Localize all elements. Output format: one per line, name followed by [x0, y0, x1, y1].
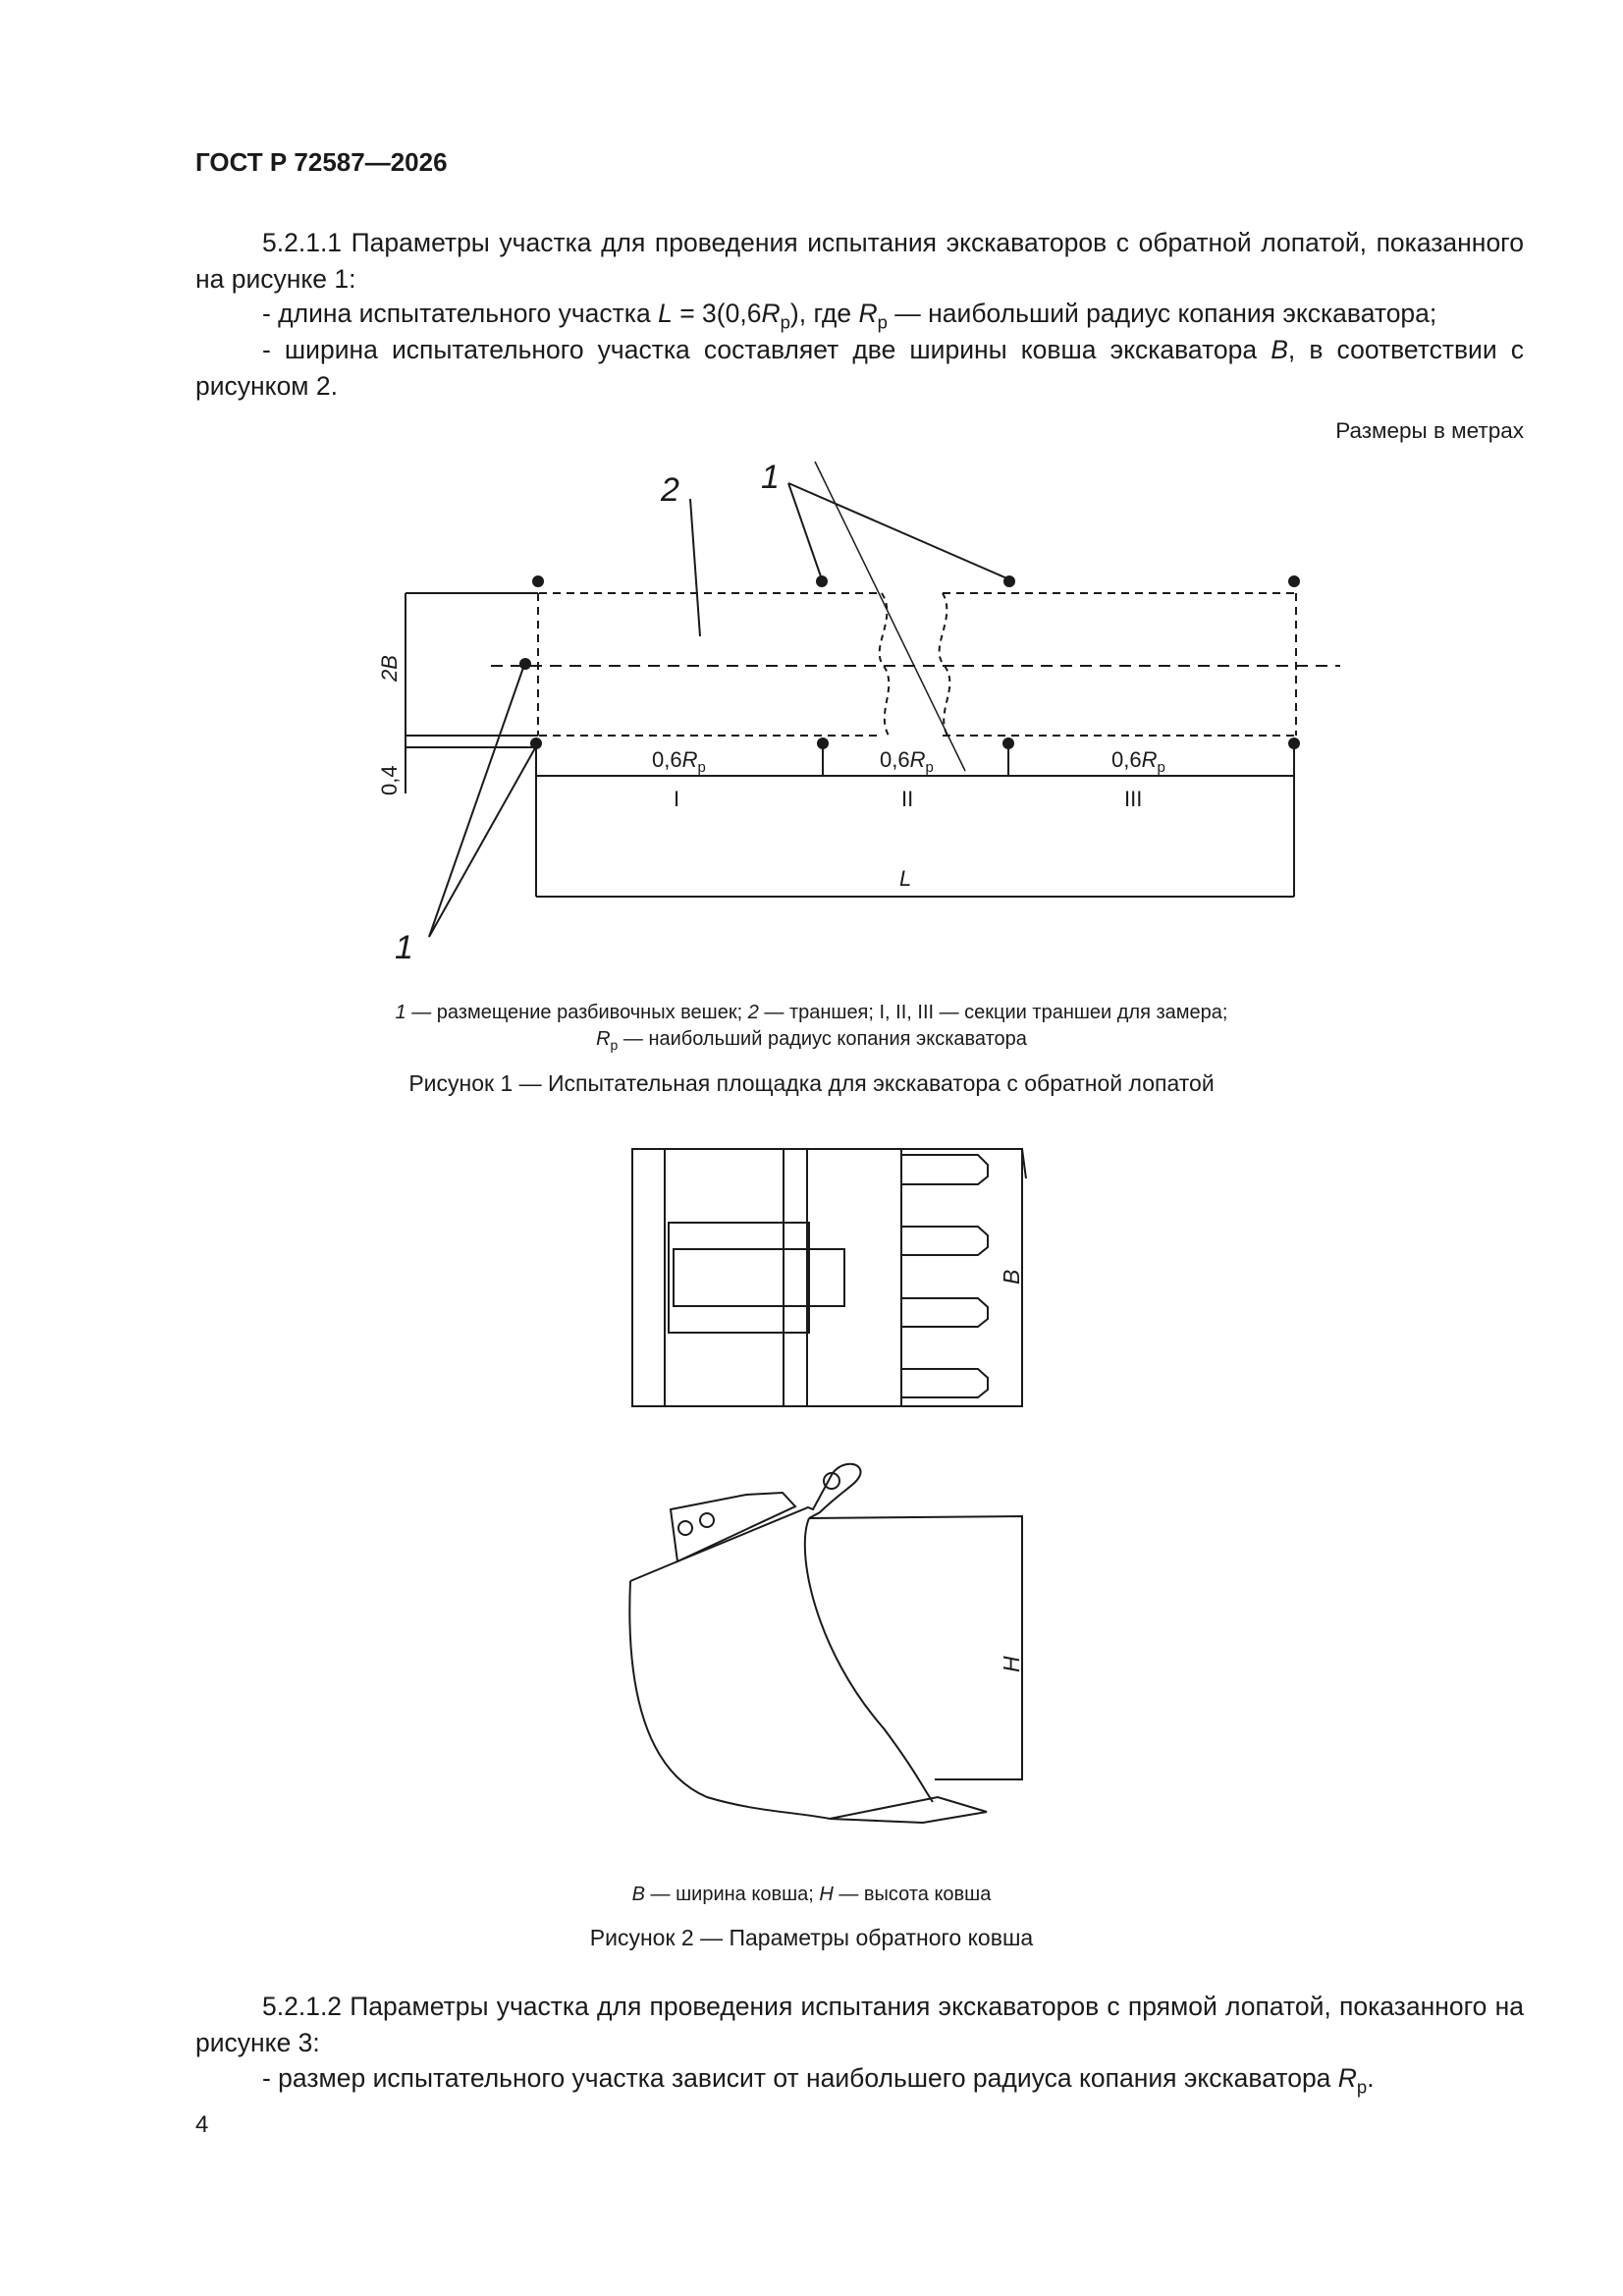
- bullet-size: [195, 2060, 1524, 2097]
- bullet-length-sub: р: [780, 311, 790, 333]
- dim-2B-label: 2B: [377, 655, 402, 682]
- label-1-top: 1: [761, 459, 780, 496]
- figure-1-legend-line-1: [0, 1000, 1623, 1026]
- bullet-size-pre: - размер испытательного участка зависит от наибольшего радиуса копания экскаватора: [262, 2063, 1338, 2093]
- legend-R-text: — наибольший радиус копания экскаватора: [618, 1028, 1027, 1050]
- legend-R-sub: р: [610, 1036, 619, 1053]
- figure-1-caption: Рисунок 1 — Испытательная площадка для экскаватора с обратной лопатой: [408, 1070, 1215, 1096]
- stake-point: [1002, 738, 1014, 749]
- bullet-size-post: .: [1367, 2063, 1375, 2093]
- section-III-label: III: [1124, 787, 1143, 811]
- bullet-length-post: — наибольший радиус копания экскаватора;: [887, 299, 1437, 328]
- figure-2-legend: [0, 1882, 1623, 1908]
- page-number: 4: [195, 2111, 209, 2138]
- legend-1-text: — размещение разбивочных вешек;: [406, 1002, 748, 1023]
- bucket-tooth: [901, 1369, 988, 1397]
- dim-B-label: B: [999, 1269, 1024, 1285]
- legend-H-text: — высота ковша: [833, 1884, 992, 1905]
- bullet-length-R: R: [761, 299, 781, 328]
- paragraph-5-2-1-2: 5.2.1.2 Параметры участка для проведения испытания экскаваторов с прямой лопатой, показанного на рисунке 3:: [195, 1992, 1524, 2057]
- stake-point: [1003, 575, 1015, 587]
- stake-point: [1288, 575, 1300, 587]
- stake-point: [530, 738, 542, 749]
- dim-04-label: 0,4: [377, 765, 402, 795]
- seg-label-3: $0,6R_р$: [1111, 747, 1165, 776]
- stake-point: [1288, 738, 1300, 749]
- bullet-length-sub2: р: [877, 311, 888, 333]
- bullet-size-sub: р: [1356, 2076, 1368, 2098]
- stake-point: [817, 738, 829, 749]
- legend-B-text: — ширина ковша;: [645, 1884, 820, 1905]
- legend-R: R: [596, 1028, 611, 1050]
- bucket-tooth: [901, 1227, 988, 1255]
- section-cut-line: [815, 462, 965, 771]
- dimensions-note: Размеры в метрах: [1335, 418, 1524, 443]
- bullet-width-post: , в соответствии с рисунком 2.: [195, 335, 1525, 401]
- label-1-bottom: 1: [395, 929, 413, 966]
- section-I-label: I: [674, 787, 680, 811]
- dim-L-label: L: [899, 866, 912, 891]
- leader-1d: [429, 746, 536, 937]
- bucket-bracket-outer: [669, 1223, 809, 1333]
- document-header: ГОСТ Р 72587—2026: [195, 147, 448, 177]
- figure-2-caption: Рисунок 2 — Параметры обратного ковша: [589, 1925, 1034, 1950]
- bucket-side-back-curve: [629, 1581, 830, 1819]
- break-line-right: [940, 593, 950, 736]
- legend-H: H: [819, 1884, 834, 1905]
- paragraph-5-2-1-1: 5.2.1.1 Параметры участка для проведения испытания экскаваторов с обратной лопатой, показанного на рисунке 1:: [195, 228, 1524, 294]
- leader-2: [690, 499, 700, 636]
- stake-point: [532, 575, 544, 587]
- bucket-bracket-inner: [674, 1249, 844, 1306]
- bucket-cutting-edge: [830, 1797, 987, 1823]
- bullet-length-mid2: ), где: [789, 299, 859, 328]
- leader-1a: [788, 483, 822, 579]
- bucket-side-top-edge: [630, 1464, 861, 1581]
- bucket-side-bracket-plate: [671, 1493, 795, 1561]
- leader-1c: [429, 662, 525, 937]
- bullet-width-B: B: [1271, 335, 1288, 364]
- legend-1-num: 1: [395, 1002, 406, 1023]
- bucket-tooth: [901, 1155, 988, 1184]
- bullet-length-L: L: [658, 299, 673, 328]
- bucket-pin-hole: [700, 1513, 714, 1527]
- dim-H-label: H: [999, 1656, 1024, 1672]
- legend-B: B: [631, 1884, 645, 1905]
- figure-2-diagram: [0, 1120, 1623, 1827]
- legend-2-text: — траншея; I, II, III — секции траншеи для замера;: [758, 1002, 1228, 1023]
- label-2: 2: [661, 471, 679, 509]
- bullet-length-mid: = 3(0,6: [672, 299, 762, 328]
- figure-1-legend-line-2: [0, 1026, 1623, 1053]
- bucket-tooth: [901, 1298, 988, 1327]
- stake-point: [816, 575, 828, 587]
- stake-point: [519, 658, 531, 670]
- bucket-top-view-outline: [632, 1149, 1022, 1406]
- bucket-side-inner-curve: [805, 1518, 933, 1802]
- leader-1b: [788, 483, 1009, 579]
- section-II-label: II: [901, 787, 914, 811]
- bullet-length-pre: - длина испытательного участка: [262, 299, 659, 328]
- bucket-side-frame: [809, 1516, 1022, 1779]
- bucket-pin-hole: [678, 1521, 692, 1535]
- figure-1-diagram: [0, 0, 1623, 982]
- bullet-length-R2: R: [858, 299, 878, 328]
- legend-2-num: 2: [747, 1002, 759, 1023]
- break-line-left: [880, 593, 890, 736]
- seg-label-1: $0,6R_р$: [652, 747, 706, 776]
- bullet-width-pre: - ширина испытательного участка составляет две ширины ковша экскаватора: [262, 335, 1271, 364]
- bullet-size-R: R: [1337, 2063, 1357, 2093]
- seg-label-2: $0,6R_р$: [880, 747, 934, 776]
